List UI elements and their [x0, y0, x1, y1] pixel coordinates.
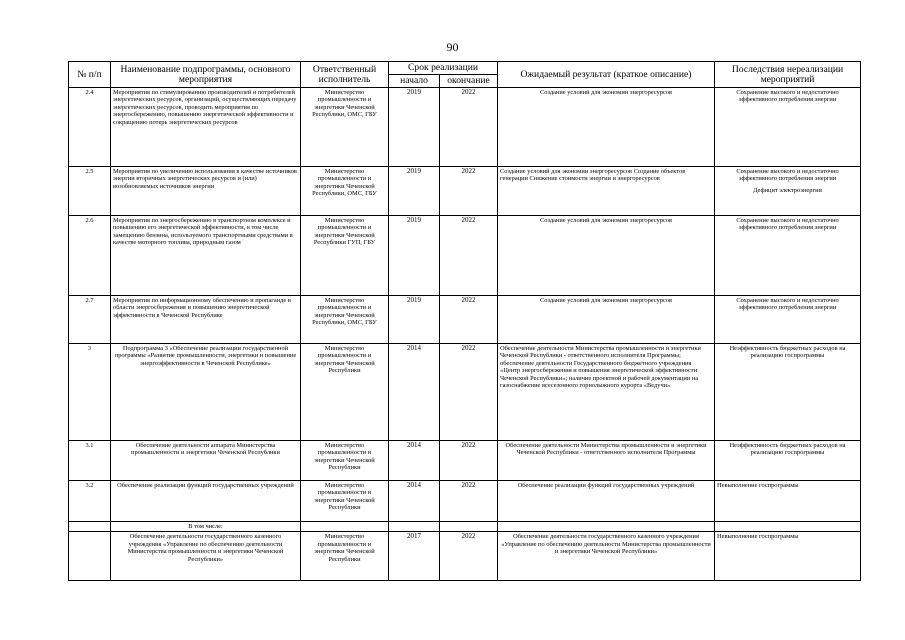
table-row [69, 441, 861, 481]
row-name: Обеспечение реализации функций государственных учреждений [111, 481, 301, 522]
header-consequence: Последствия нереализации мероприятий [715, 62, 861, 88]
row-result: Создание условий для экономии энергоресурсов [498, 296, 715, 344]
row-name: Мероприятия по энергосбережению в транспортном комплексе и повышению его энергетической эффективности, в том числе замещению бензина, используемого транспортными средствами в качестве моторного топлива, природным газом [111, 216, 301, 296]
consequence-text: Сохранение высокого и недостаточно эффективного потребления энергии [736, 217, 839, 232]
row-start: 2019 [389, 296, 440, 344]
row-result: Обеспечение деятельности Министерства промышленности и энергетики Чеченской Республики - ответственного исполнителя Программы [498, 441, 715, 481]
row-num: 2.6 [69, 216, 111, 296]
row-consequence [715, 88, 861, 167]
consequence-text: Неэффективность бюджетных расходов на реализацию госпрограммы [729, 442, 846, 457]
row-end: 2022 [440, 344, 498, 441]
consequence-text: Невыполнение госпрограммы [717, 482, 799, 489]
row-responsible: Министерство промышленности и энергетики Чеченской Республики, ОМС, ГБУ [301, 167, 389, 216]
consequence-text: Сохранение высокого и недостаточно эффективного потребления энергии [736, 89, 839, 104]
table-row [69, 344, 861, 441]
row-responsible: Министерство промышленности и энергетики Чеченской Республики [301, 532, 389, 581]
row-consequence [715, 522, 861, 532]
row-name: Подпрограмма 3 «Обеспечение реализации государственной программы «Развитие промышленности, энергетики и повышение энергоэффективности в Чеченской Республике» [111, 344, 301, 441]
row-start: 2019 [389, 216, 440, 296]
row-start: 2017 [389, 532, 440, 581]
row-num [69, 532, 111, 581]
row-responsible: Министерство промышленности и энергетики Чеченской Республики ГУП, ГБУ [301, 216, 389, 296]
header-responsible: Ответственный исполнитель [301, 62, 389, 88]
row-name: В том числе: [111, 522, 301, 532]
row-consequence [715, 481, 861, 522]
row-end: 2022 [440, 441, 498, 481]
consequence-text: Сохранение высокого и недостаточно эффективного потребления энергии [736, 168, 839, 183]
row-end: 2022 [440, 216, 498, 296]
header-start: начало [389, 75, 440, 88]
row-start: 2014 [389, 441, 440, 481]
row-end: 2022 [440, 532, 498, 581]
row-consequence [715, 216, 861, 296]
header-end: окончание [440, 75, 498, 88]
row-start: 2019 [389, 167, 440, 216]
row-end: 2022 [440, 88, 498, 167]
row-responsible: Министерство промышленности и энергетики Чеченской Республики, ОМС, ГБУ [301, 296, 389, 344]
row-name: Мероприятия по информационному обеспечению и пропаганде в области энергосбережения и повышению энергетической эффективности в Чеченской Республике [111, 296, 301, 344]
row-consequence [715, 296, 861, 344]
page-number: 90 [446, 40, 459, 54]
row-end: 2022 [440, 167, 498, 216]
table-row [69, 532, 861, 581]
row-consequence [715, 441, 861, 481]
row-consequence [715, 532, 861, 581]
row-responsible: Министерство промышленности и энергетики Чеченской Республики [301, 481, 389, 522]
row-consequence [715, 344, 861, 441]
consequence-extra-text: Дефицит электроэнергии [753, 186, 822, 194]
row-result: Создание условий для экономии энергоресурсов Создание объектов генерации Снижение стоимости энергии и энергоресурсов [498, 167, 715, 216]
row-start: 2014 [389, 481, 440, 522]
header-name: Наименование подпрограммы, основного мероприятия [111, 62, 301, 88]
row-consequence [715, 167, 861, 216]
row-start: 2014 [389, 344, 440, 441]
row-name: Мероприятия по стимулированию производителей и потребителей энергетических ресурсов, организаций, осуществляющих передачу энергетических ресурсов, проводить мероприятия по энергосбережению, повышению энергетической эффективности и сокращению потерь энергетических ресурсов [111, 88, 301, 167]
row-num [69, 522, 111, 532]
row-result: Создание условий для экономии энергоресурсов [498, 216, 715, 296]
header-num: № п/п [69, 62, 111, 88]
row-num: 2.7 [69, 296, 111, 344]
row-result: Обеспечение деятельности Министерства промышленности и энергетики Чеченской Республики - ответственного исполнителя Программы; обеспечение деятельности Государственного бюджетного учреждения «Центр энергосбережения и повышения энергетической эффективности Чеченской Республики»; наличие проектной и рабочей документации на газоснабжение всесезонного горнолыжного курорта «Ведучи» [498, 344, 715, 441]
row-num: 3 [69, 344, 111, 441]
row-end: 2022 [440, 481, 498, 522]
row-start: 2019 [389, 88, 440, 167]
program-table [68, 61, 861, 581]
row-num: 2.4 [69, 88, 111, 167]
table-row [69, 481, 861, 522]
row-start [389, 522, 440, 532]
consequence-text: Невыполнение госпрограммы [717, 533, 799, 541]
row-num: 3.1 [69, 441, 111, 481]
table-row [69, 88, 861, 167]
row-responsible: Министерство промышленности и энергетики Чеченской Республики [301, 344, 389, 441]
table-row [69, 216, 861, 296]
row-name: Мероприятия по увеличению использования в качестве источников энергии вторичных энергетических ресурсов и (или) возобновляемых источников энергии [111, 167, 301, 216]
row-result: Обеспечение деятельности государственного казенного учреждения «Управление по обеспечению деятельности Министерства промышленности и энергетики Чеченской Республики» [498, 532, 715, 581]
row-num: 2.5 [69, 167, 111, 216]
row-num: 3.2 [69, 481, 111, 522]
row-end: 2022 [440, 296, 498, 344]
row-name: Обеспечение деятельности аппарата Министерства промышленности и энергетики Чеченской Республики [111, 441, 301, 481]
header-period: Срок реализации [389, 62, 498, 75]
row-responsible: Министерство промышленности и энергетики Чеченской Республики, ОМС, ГБУ [301, 88, 389, 167]
table-row [69, 167, 861, 216]
row-result [498, 522, 715, 532]
row-name: Обеспечение деятельности государственного казенного учреждения «Управление по обеспечению деятельности Министерства промышленности и энергетики Чеченской Республики» [111, 532, 301, 581]
row-responsible [301, 522, 389, 532]
consequence-text: Неэффективность бюджетных расходов на реализацию госпрограммы [729, 345, 846, 360]
table-row [69, 522, 861, 532]
row-result: Создание условий для экономии энергоресурсов [498, 88, 715, 167]
table-row [69, 296, 861, 344]
row-responsible: Министерство промышленности и энергетики Чеченской Республики [301, 441, 389, 481]
row-result: Обеспечение реализации функций государственных учреждений [498, 481, 715, 522]
header-result: Ожидаемый результат (краткое описание) [498, 62, 715, 88]
row-end [440, 522, 498, 532]
consequence-text: Сохранение высокого и недостаточно эффективного потребления энергии [736, 297, 839, 312]
